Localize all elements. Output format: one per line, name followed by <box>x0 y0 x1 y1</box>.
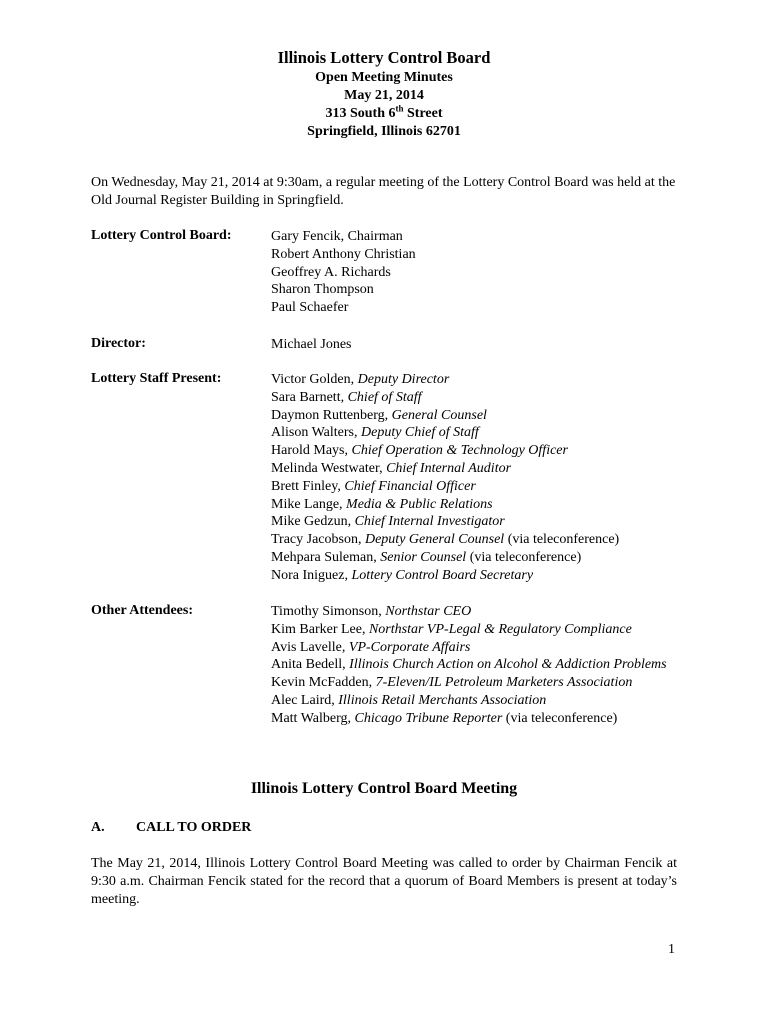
person-name: Kim Barker Lee, <box>271 621 369 637</box>
person-role: Chief Internal Auditor <box>386 460 512 476</box>
person-name: Mike Gedzun, <box>271 514 355 530</box>
board-label: Lottery Control Board: <box>91 228 232 243</box>
staff-label: Lottery Staff Present: <box>91 371 222 386</box>
person-name: Robert Anthony Christian <box>271 246 416 262</box>
person-name: Mehpara Suleman, <box>271 549 381 565</box>
person-entry <box>271 336 691 354</box>
person-entry <box>271 656 691 674</box>
person-name: Harold Mays, <box>271 443 352 459</box>
attendees-list <box>271 603 691 728</box>
person-entry <box>271 228 691 246</box>
person-role: Chief Internal Investigator <box>354 514 505 530</box>
document-title: Illinois Lottery Control Board <box>277 48 491 67</box>
document-subtitle: Open Meeting Minutes <box>315 70 453 85</box>
person-name: Timothy Simonson, <box>271 604 386 619</box>
person-note: (via teleconference) <box>504 532 620 548</box>
person-entry <box>271 513 691 531</box>
person-entry <box>271 281 691 299</box>
document-header <box>0 47 768 141</box>
person-role: Chief Financial Officer <box>344 478 476 494</box>
person-name: Alec Laird, <box>271 692 339 708</box>
person-name: Nora Iniguez, <box>271 567 352 583</box>
person-name: Paul Schaefer <box>271 300 349 316</box>
meeting-address <box>0 105 768 123</box>
intro-paragraph: On Wednesday, May 21, 2014 at 9:30am, a regular meeting of the Lottery Control Board was held at the Old Journal Register Building in Springfield. <box>91 175 676 208</box>
person-entry <box>271 603 691 621</box>
attendees-label: Other Attendees: <box>91 603 193 618</box>
person-name: Victor Golden, <box>271 372 358 387</box>
person-entry <box>271 549 691 567</box>
person-note: (via teleconference) <box>466 549 582 565</box>
person-name: Sara Barnett, <box>271 389 348 405</box>
person-role: Media & Public Relations <box>346 496 493 512</box>
director-list <box>271 336 691 354</box>
person-entry <box>271 478 691 496</box>
person-name: Melinda Westwater, <box>271 460 387 476</box>
person-entry <box>271 424 691 442</box>
person-entry <box>271 710 691 728</box>
address-post: Street <box>403 106 443 121</box>
meeting-city: Springfield, Illinois 62701 <box>307 124 461 139</box>
staff-list <box>271 371 691 585</box>
person-role: , VP-Corporate Affairs <box>341 639 471 655</box>
person-role: Northstar VP-Legal & Regulatory Compliance <box>368 621 632 637</box>
person-name: Geoffrey A. Richards <box>271 264 391 280</box>
meeting-date: May 21, 2014 <box>344 88 424 103</box>
person-entry <box>271 639 691 657</box>
person-name: Kevin McFadden, <box>271 675 376 691</box>
person-role: Northstar CEO <box>385 604 472 619</box>
address-sup: th <box>395 103 404 114</box>
board-list <box>271 228 691 317</box>
person-name: Sharon Thompson <box>271 282 374 298</box>
person-role: Chicago Tribune Reporter <box>354 710 503 726</box>
person-role: Deputy General Counsel <box>364 532 505 548</box>
person-entry <box>271 389 691 407</box>
person-entry <box>271 460 691 478</box>
address-pre: 313 South 6 <box>325 106 396 121</box>
person-entry <box>271 531 691 549</box>
person-entry <box>271 371 691 389</box>
person-name: Daymon Ruttenberg, <box>271 407 392 423</box>
person-role: Chief of Staff <box>347 389 422 405</box>
person-name: Avis Lavelle <box>271 639 342 655</box>
person-entry <box>271 692 691 710</box>
person-entry <box>271 407 691 425</box>
person-role: 7-Eleven/IL Petroleum Marketers Association <box>375 675 633 691</box>
section-a-heading <box>91 820 251 836</box>
person-entry <box>271 621 691 639</box>
person-entry <box>271 496 691 514</box>
person-entry <box>271 442 691 460</box>
person-role: Lottery Control Board Secretary <box>351 567 534 583</box>
person-entry <box>271 264 691 282</box>
call-to-order-paragraph: The May 21, 2014, Illinois Lottery Control Board Meeting was called to order by Chairman Fencik at 9:30 a.m. Chairman Fencik stated for the record that a quorum of Board Members is present at today’s meeting. <box>91 856 677 907</box>
person-name: Gary Fencik, Chairman <box>271 229 403 244</box>
page-number: 1 <box>668 942 675 957</box>
section-a-title: CALL TO ORDER <box>136 820 252 835</box>
person-name: Tracy Jacobson, <box>271 532 365 548</box>
person-role: Senior Counsel <box>380 549 467 565</box>
meeting-heading: Illinois Lottery Control Board Meeting <box>250 780 518 797</box>
person-role: Illinois Church Action on Alcohol & Addiction Problems <box>349 657 667 673</box>
person-entry <box>271 567 691 585</box>
person-note: (via teleconference) <box>502 710 618 726</box>
person-entry <box>271 246 691 264</box>
person-name: Michael Jones <box>271 337 352 352</box>
person-name: Anita Bedell, <box>271 657 350 673</box>
person-name: Brett Finley, <box>271 478 345 494</box>
person-role: General Counsel <box>391 407 487 423</box>
person-name: Matt Walberg, <box>271 710 355 726</box>
section-a-number: A. <box>91 820 105 835</box>
person-name: Alison Walters, <box>271 425 361 441</box>
person-role: Deputy Chief of Staff <box>361 425 479 441</box>
person-role: Chief Operation & Technology Officer <box>351 443 568 459</box>
director-label: Director: <box>91 336 146 351</box>
person-entry <box>271 674 691 692</box>
person-entry <box>271 299 691 317</box>
person-role: Illinois Retail Merchants Association <box>338 692 547 708</box>
person-role: Deputy Director <box>357 372 450 387</box>
person-name: Mike Lange, <box>271 496 347 512</box>
